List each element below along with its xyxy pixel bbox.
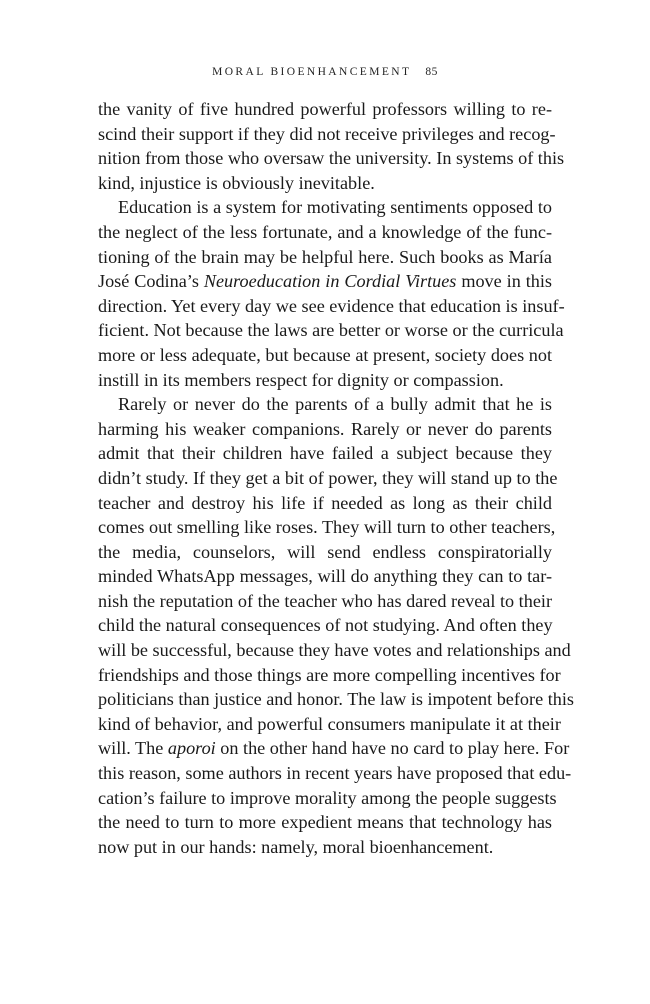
text-line — [98, 638, 571, 663]
text-segment: child the natural consequences of not studying. And often they — [98, 615, 553, 636]
body-text — [98, 97, 574, 859]
text-line — [98, 146, 565, 171]
text-segment: cation’s failure to improve morality among the people suggests — [98, 787, 557, 808]
text-segment: direction. Yet every day we see evidence that education is insuf- — [98, 295, 565, 316]
text-line — [98, 761, 572, 786]
text-line — [98, 786, 557, 811]
text-segment: ficient. Not because the laws are better or worse or the curricula — [98, 320, 564, 341]
text-segment: on the other hand have no card to play here. For — [215, 738, 570, 759]
text-line — [98, 589, 552, 614]
text-line — [98, 245, 552, 270]
text-segment: will. The — [98, 738, 168, 759]
text-segment: José Codina’s — [98, 271, 204, 292]
text-segment: the media, counselors, will send endless conspiratorially — [98, 541, 552, 562]
text-segment: minded WhatsApp messages, will do anything they can to tar- — [98, 566, 552, 587]
text-line — [98, 564, 552, 589]
text-line — [98, 466, 558, 491]
text-line — [98, 294, 565, 319]
text-line — [98, 663, 561, 688]
text-line — [98, 318, 564, 343]
text-segment: comes out smelling like roses. They will turn to other teachers, — [98, 517, 556, 538]
text-line — [98, 97, 552, 122]
text-line — [98, 417, 552, 442]
text-segment: nition from those who oversaw the university. In systems of this — [98, 148, 565, 169]
text-line — [98, 122, 556, 147]
text-segment: this reason, some authors in recent years have proposed that edu- — [98, 763, 572, 784]
text-line — [98, 392, 552, 417]
text-line — [98, 195, 552, 220]
text-segment: the need to turn to more expedient means that technology has — [98, 812, 552, 833]
text-line — [98, 491, 552, 516]
text-line — [98, 368, 552, 393]
running-title: MORAL BIOENHANCEMENT — [212, 66, 412, 78]
text-segment: Education is a system for motivating sentiments opposed to — [118, 197, 552, 218]
text-line — [98, 712, 561, 737]
text-segment: admit that their children have failed a subject because they — [98, 443, 552, 464]
text-line — [98, 540, 552, 565]
text-segment: now put in our hands: namely, moral bioenhancement. — [98, 836, 494, 857]
text-line — [98, 810, 552, 835]
italic-title: aporoi — [167, 738, 216, 759]
text-line — [98, 613, 552, 638]
text-line — [98, 736, 570, 761]
text-segment: harming his weaker companions. Rarely or never do parents — [98, 418, 552, 439]
text-segment: scind their support if they did not receive privileges and recog- — [98, 123, 556, 144]
paragraph — [98, 392, 574, 859]
text-segment: the neglect of the less fortunate, and a knowledge of the func- — [98, 221, 552, 242]
running-head — [0, 66, 650, 78]
text-segment: the vanity of five hundred powerful professors willing to re- — [98, 99, 552, 119]
text-line — [98, 269, 552, 294]
text-line — [98, 687, 574, 712]
text-line — [98, 515, 556, 540]
text-segment: teacher and destroy his life if needed as long as their child — [98, 492, 552, 513]
text-line — [98, 220, 552, 245]
text-segment: didn’t study. If they get a bit of power, they will stand up to the — [98, 467, 558, 488]
text-line — [98, 171, 552, 196]
text-segment: tioning of the brain may be helpful here. Such books as María — [98, 246, 552, 267]
paragraph — [98, 97, 565, 195]
text-segment: more or less adequate, but because at present, society does not — [98, 344, 552, 365]
text-segment: kind of behavior, and powerful consumers manipulate it at their — [98, 713, 561, 734]
text-segment: friendships and those things are more compelling incentives for — [98, 664, 561, 685]
page-number: 85 — [425, 66, 438, 78]
text-line — [98, 835, 552, 860]
text-segment: Rarely or never do the parents of a bully admit that he is — [118, 394, 552, 415]
text-segment: will be successful, because they have votes and relationships and — [98, 640, 571, 661]
text-segment: politicians than justice and honor. The law is impotent before this — [98, 689, 574, 710]
italic-title: Neuroeducation in Cordial Virtues — [203, 271, 457, 292]
text-line — [98, 343, 552, 368]
text-segment: instill in its members respect for dignity or compassion. — [98, 369, 504, 390]
text-segment: move in this — [456, 271, 552, 292]
text-segment: kind, injustice is obviously inevitable. — [98, 172, 375, 193]
text-segment: nish the reputation of the teacher who has dared reveal to their — [98, 590, 553, 611]
text-line — [98, 441, 552, 466]
paragraph — [98, 195, 565, 392]
